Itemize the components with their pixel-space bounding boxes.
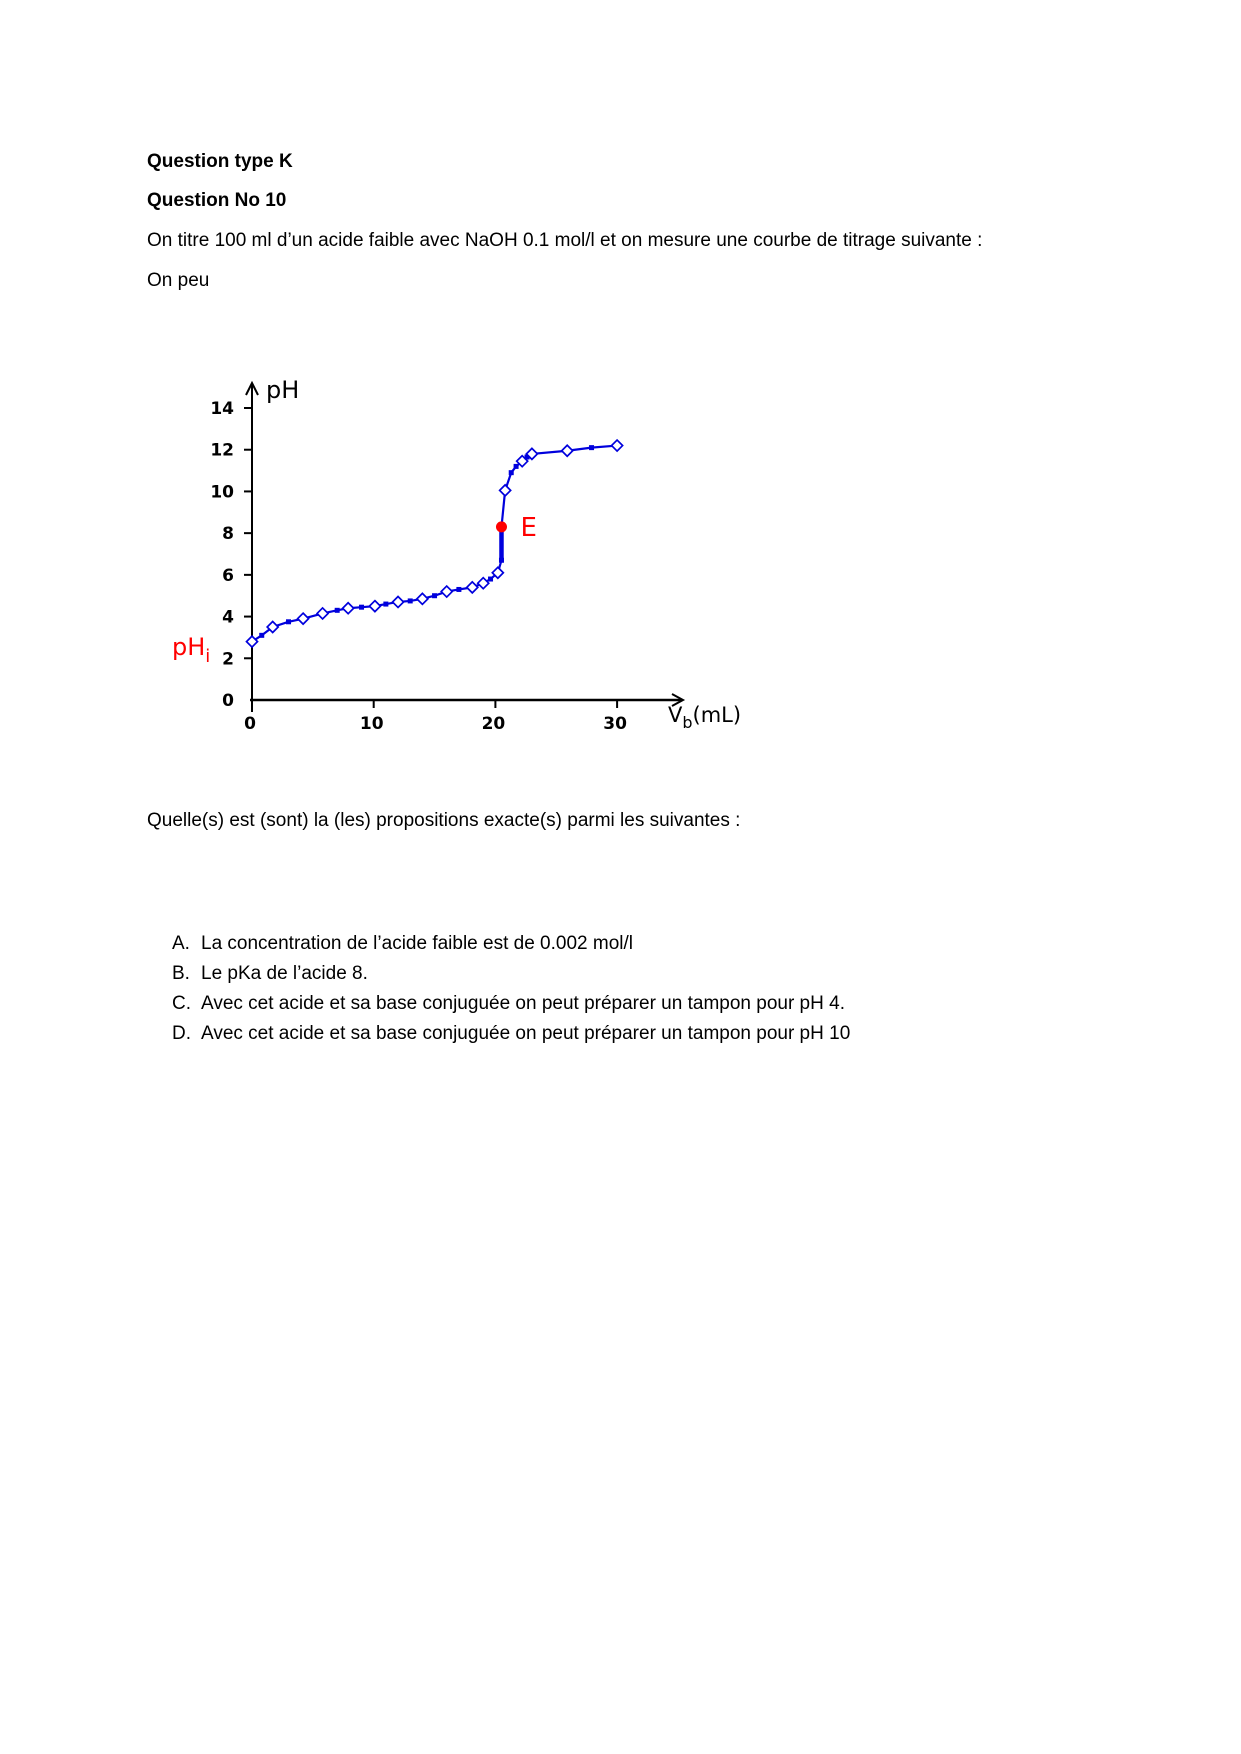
data-point-diamond [467, 582, 478, 593]
y-tick-label: 4 [222, 607, 234, 628]
x-tick-label: 20 [481, 714, 506, 734]
data-point-diamond [393, 596, 404, 607]
data-point-diamond [612, 440, 623, 451]
equivalence-point-dot [496, 521, 507, 532]
data-point-square [499, 558, 504, 563]
data-point-square [335, 608, 340, 613]
data-point-diamond [500, 485, 511, 496]
option-d [172, 1023, 850, 1053]
x-tick-label: 0 [244, 714, 256, 734]
data-point-diamond [298, 613, 309, 624]
y-tick-label: 12 [210, 440, 234, 461]
question-prompt: Quelle(s) est (sont) la (les) propositions exacte(s) parmi les suivantes : [147, 810, 741, 831]
option-a-text: La concentration de l’acide faible est de 0.002 mol/l [201, 933, 633, 954]
data-point-diamond [369, 601, 380, 612]
y-tick-label: 2 [222, 649, 234, 670]
data-point-square [286, 619, 291, 624]
intro-continuation: On peu [147, 270, 210, 291]
option-b-letter: B. [172, 963, 190, 984]
data-point-square [514, 464, 519, 469]
y-tick-label: 14 [210, 399, 234, 420]
y-tick-label: 0 [222, 691, 234, 711]
x-tick-label: 30 [603, 714, 627, 734]
initial-ph-label: $pH_i$ [172, 633, 211, 667]
y-tick-label: 10 [210, 482, 234, 503]
data-point-diamond [247, 636, 258, 647]
x-axis-title: $V_b(mL)$ [668, 703, 742, 732]
data-point-square [383, 602, 388, 607]
equivalence-point-label: E [520, 512, 537, 543]
option-d-letter: D. [172, 1023, 191, 1044]
option-b [172, 963, 850, 993]
option-c [172, 993, 850, 1023]
data-point-square [488, 577, 493, 582]
option-c-letter: C. [172, 993, 191, 1014]
data-point-diamond [478, 578, 489, 589]
data-point-square [589, 445, 594, 450]
intro-paragraph: On titre 100 ml d’un acide faible avec NaOH 0.1 mol/l et on mesure une courbe de titrage suivante : [147, 230, 983, 251]
data-point-diamond [343, 603, 354, 614]
x-tick-label: 10 [359, 714, 384, 734]
y-tick-label: 6 [222, 565, 234, 586]
option-c-text: Avec cet acide et sa base conjuguée on peut préparer un tampon pour pH 4. [201, 993, 845, 1014]
titration-curve-chart [150, 370, 790, 742]
data-point-diamond [317, 608, 328, 619]
data-point-square [259, 633, 264, 638]
data-point-diamond [417, 593, 428, 604]
data-point-diamond [562, 445, 573, 456]
data-point-square [456, 587, 461, 592]
option-a [172, 933, 850, 963]
question-number-heading: Question No 10 [147, 190, 287, 211]
option-d-text: Avec cet acide et sa base conjuguée on peut préparer un tampon pour pH 10 [201, 1023, 851, 1044]
data-point-square [432, 593, 437, 598]
data-point-square [359, 605, 364, 610]
question-type-heading: Question type K [147, 151, 293, 172]
option-b-text: Le pKa de l’acide 8. [201, 963, 368, 984]
data-point-diamond [441, 586, 452, 597]
data-point-square [509, 470, 514, 475]
options-list [172, 933, 850, 1053]
titration-curve-line [252, 446, 617, 642]
option-a-letter: A. [172, 933, 190, 954]
y-axis-title: pH [266, 376, 300, 404]
data-point-square [408, 598, 413, 603]
y-tick-label: 8 [222, 524, 234, 545]
